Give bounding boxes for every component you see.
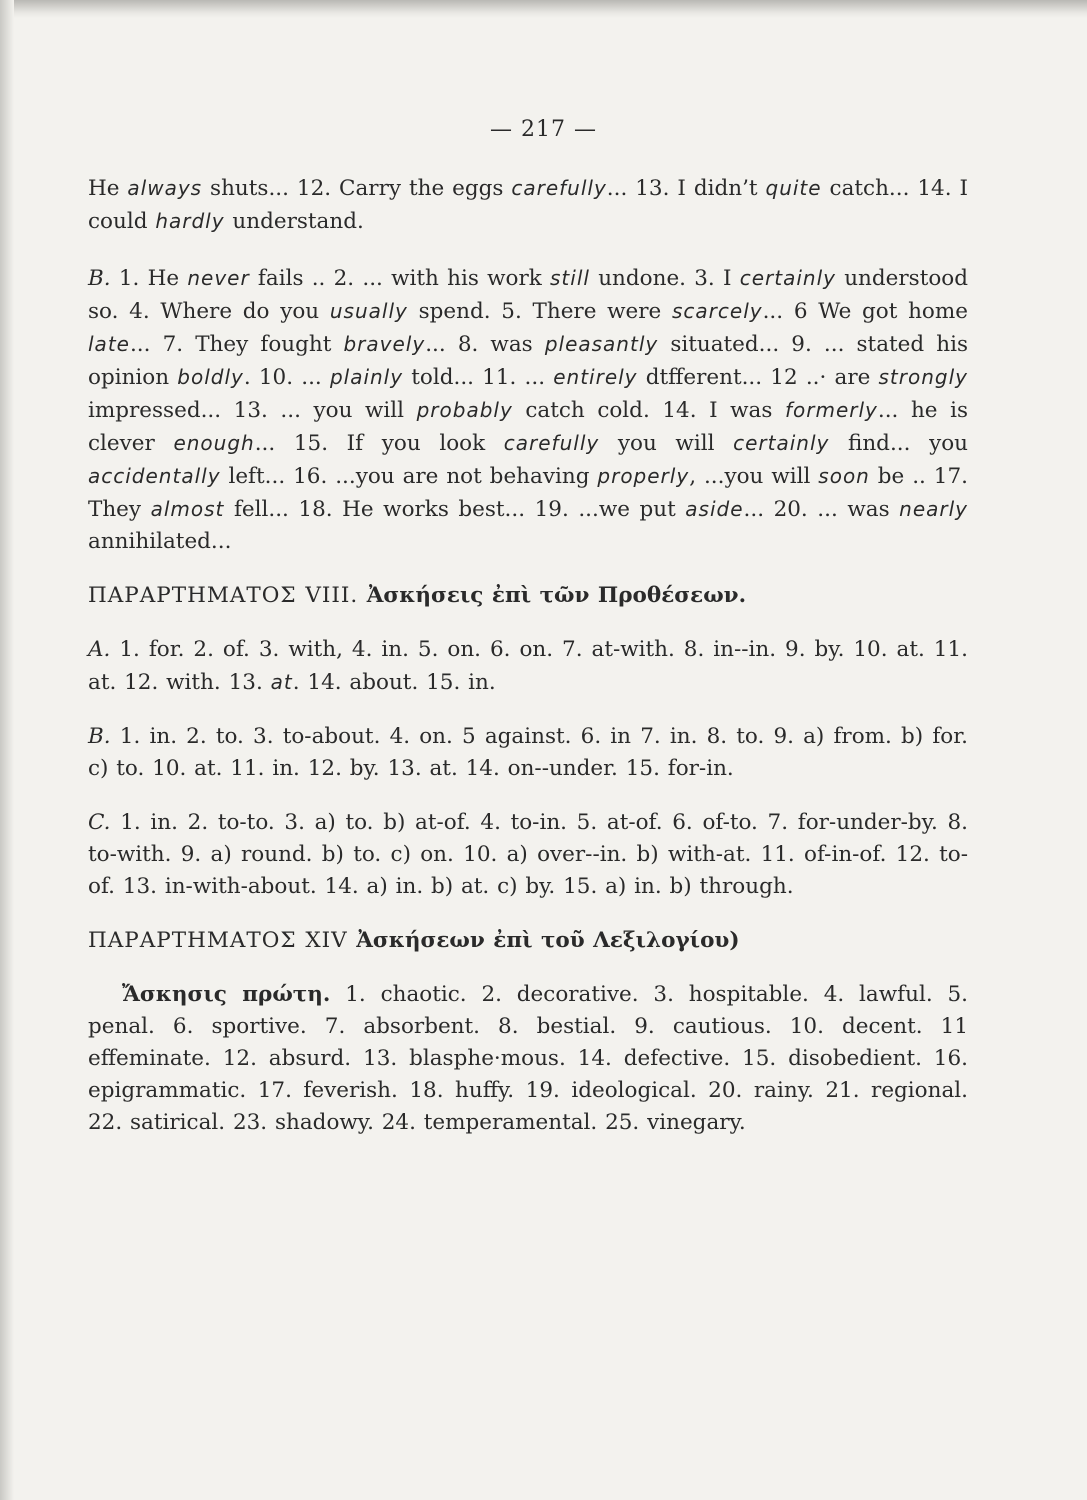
answer-text: ... 20. ... was [743, 497, 900, 522]
intro-text: ... 13. I didn’t [606, 176, 766, 201]
section-label: B. [88, 266, 111, 291]
answer-emph: boldly [177, 365, 244, 389]
answer-emph: properly [597, 464, 690, 488]
answer-text: ... 6 We got home [762, 299, 968, 324]
answer-text: fails .. 2. ... with his work [249, 266, 551, 291]
page-number: — 217 — [490, 117, 597, 142]
answer-emph: usually [329, 299, 408, 323]
intro-emph: carefully [511, 176, 607, 200]
answer-emph: scarcely [672, 299, 763, 323]
intro-text: understand. [224, 209, 364, 234]
answer-text: told... 11. ... [403, 365, 554, 390]
section-label: A. [88, 637, 111, 662]
page-edge-left [0, 0, 14, 1500]
answer-text: fell... 18. He works best... 19. ...we put [224, 497, 686, 522]
answer-emph: soon [818, 464, 870, 488]
answer-emph: strongly [878, 365, 968, 389]
answer-text: be .. 17. They [88, 464, 968, 522]
intro-text: shuts... 12. Carry the eggs [202, 176, 512, 201]
answer-emph: never [187, 266, 250, 290]
answer-emph: formerly [784, 398, 878, 422]
section-xiv-first [88, 979, 968, 1139]
answer-text: situated... 9. ... stated his opinion [88, 332, 968, 390]
intro-emph: always [127, 176, 203, 200]
section-label: Ἄσκησις πρώτη. [122, 982, 331, 1007]
intro-text: He [88, 176, 128, 201]
answer-text: 1. in. 2. to-to. 3. a) to. b) at-of. 4. to-in. 5. at-of. 6. of-to. 7. for-under-by. 8. to-with. 9. a) round. b) to. c) on. 10. a) over--in. b) with-at. 11. of-in-of. 12. to-of. 13. in-with-about. 14. a) in. b) at. c) by. 15. a) in. b) through. [88, 810, 968, 899]
answer-text: 1. He [110, 266, 188, 291]
answer-text: undone. 3. I [589, 266, 740, 291]
answer-text: find... you [829, 431, 969, 456]
answer-emph: enough [173, 431, 255, 455]
section-viii-a [88, 634, 968, 699]
answer-text: spend. 5. There were [407, 299, 672, 324]
intro-emph: hardly [155, 209, 225, 233]
answer-emph: almost [150, 497, 225, 521]
answer-text: . 10. ... [243, 365, 330, 390]
section-viii-b [88, 721, 968, 785]
answer-text: ... 8. was [425, 332, 545, 357]
answer-text: ... he is clever [88, 398, 969, 456]
answer-emph: at [270, 670, 293, 694]
heading-greek: Ἀσκήσεων ἐπὶ τοῦ Λεξιλογίου) [347, 928, 740, 953]
answer-emph: bravely [343, 332, 426, 356]
answer-text: ... 15. If you look [254, 431, 504, 456]
section-viii-c [88, 807, 968, 903]
answer-emph: accidentally [88, 464, 221, 488]
answer-emph: aside [685, 497, 744, 521]
intro-emph: quite [765, 176, 822, 200]
answer-text: 1. chaotic. 2. decorative. 3. hospitable. 4. lawful. 5. penal. 6. sportive. 7. absorbent. 8. bestial. 9. cautious. 10. decent. 11 effeminate. 12. absurd. 13. blasphe·mous. 14. defective. 15. disobedient. 16. epigrammatic. 17. feverish. 18. huffy. 19. ideological. 20. rainy. 21. regional. 22. satirical. 23. shadowy. 24. temperamental. 25. vinegary. [88, 982, 968, 1135]
answer-text: dtfferent... 12 ..· are [637, 365, 879, 390]
answer-text: impressed... 13. ... you will [88, 398, 417, 423]
answer-text: , ...you will [689, 464, 819, 489]
answer-text: catch cold. 14. I was [512, 398, 785, 423]
answer-text: you will [599, 431, 734, 456]
answer-text: 1. in. 2. to. 3. to-about. 4. on. 5 against. 6. in 7. in. 8. to. 9. a) from. b) for. c) to. 10. at. 11. in. 12. by. 13. at. 14. on--under. 15. for-in. [88, 724, 968, 781]
answer-emph: pleasantly [544, 332, 659, 356]
answer-text: ... 7. They fought [129, 332, 344, 357]
heading-appendix-xiv [88, 925, 968, 957]
section-label: C. [88, 810, 111, 835]
page-edge-top [0, 0, 1087, 18]
intro-text: catch... 14. I could [88, 176, 968, 234]
answer-emph: certainly [733, 431, 830, 455]
answer-text: left... 16. ...you are not behaving [220, 464, 598, 489]
answer-emph: late [88, 332, 130, 356]
heading-greek: Ἀσκήσεις ἐπὶ τῶν Προθέσεων. [358, 583, 747, 608]
heading-appendix-viii [88, 580, 968, 612]
answer-emph: still [550, 266, 590, 290]
section-b-adverbs [88, 262, 968, 558]
answer-emph: probably [416, 398, 513, 422]
answer-emph: entirely [553, 365, 638, 389]
answer-text: 1. for. 2. of. 3. with, 4. in. 5. on. 6. on. 7. at-with. 8. in--in. 9. by. 10. at. 11. at. 12. with. 13. [88, 637, 968, 695]
answer-emph: certainly [739, 266, 836, 290]
answer-emph: carefully [503, 431, 600, 455]
answer-text: understood so. 4. Where do you [88, 266, 968, 324]
heading-roman: ΠΑΡΑΡΤΗΜΑΤΟΣ VIII. [88, 583, 359, 608]
page-body [88, 172, 968, 1161]
section-label: B. [88, 724, 111, 749]
answer-emph: plainly [329, 365, 404, 389]
answer-text: annihilated... [88, 529, 232, 554]
intro-paragraph [88, 172, 968, 238]
answer-emph: nearly [899, 497, 969, 521]
heading-roman: ΠΑΡΑΡΤΗΜΑΤΟΣ XIV [88, 928, 348, 953]
answer-text: . 14. about. 15. in. [292, 670, 496, 695]
